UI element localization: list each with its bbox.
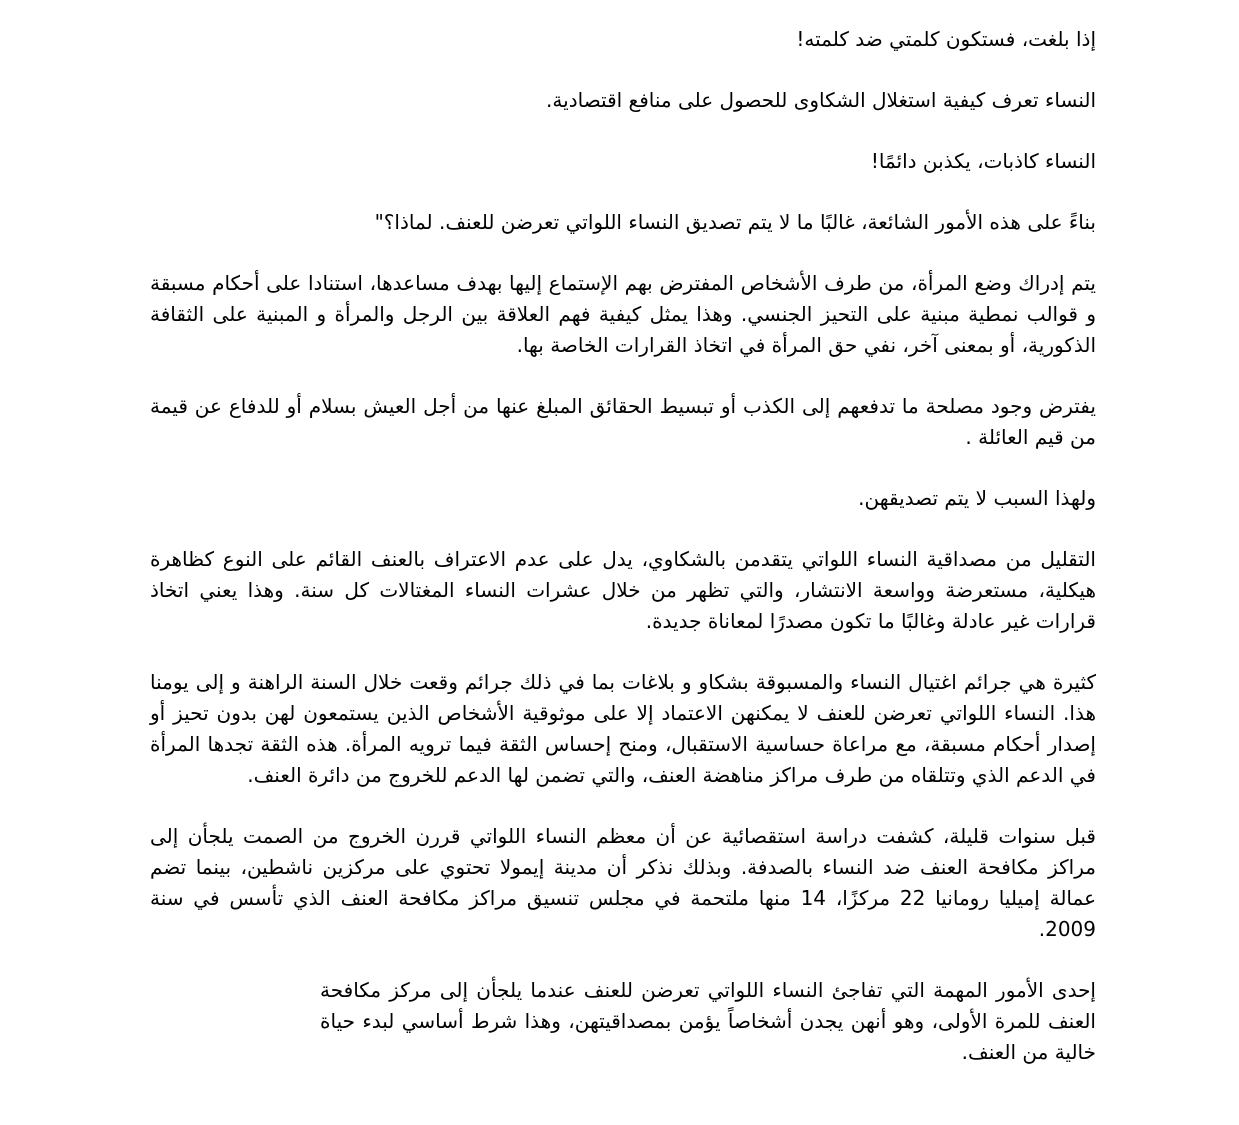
paragraph-quote-2: النساء تعرف كيفية استغلال الشكاوى للحصول على منافع اقتصادية. <box>546 88 1096 112</box>
paragraph-assumed-interest: يفترض وجود مصلحة ما تدفعهم إلى الكذب أو تبسيط الحقائق المبلغ عنها من أجل العيش بسلام أو للدفاع عن قيمة من قيم العائلة . <box>150 394 1096 449</box>
paragraph-not-believed: ولهذا السبب لا يتم تصديقهن. <box>858 486 1096 510</box>
paragraph-perception: يتم إدراك وضع المرأة، من طرف الأشخاص المفترض بهم الإستماع إليها بهدف مساعدها، استنادا على أحكام مسبقة و قوالب نمطية مبنية على التحيز الجنسي. وهذا يمثل كيفية فهم العلاقة بين الرجل والمرأة و المبنية على الثقافة الذكورية، أو بمعنى آخر، نفي حق المرأة في اتخاذ القرارات الخاصة بها. <box>150 271 1096 357</box>
paragraph-survey: قبل سنوات قليلة، كشفت دراسة استقصائية عن أن معظم النساء اللواتي قررن الخروج من الصمت يلجأن إلى مراكز مكافحة العنف ضد النساء بالصدفة. وبذلك نذكر أن مدينة إيمولا تحتوي على مركزين ناشطين، بينما تضم عمالة إميليا رومانيا 22 مركزًا، 14 منها ملتحمة في مجلس تنسيق مراكز مكافحة العنف الذي تأسس في سنة 2009. <box>150 824 1097 941</box>
paragraph-femicides: كثيرة هي جرائم اغتيال النساء والمسبوقة بشكاو و بلاغات بما في ذلك جرائم وقعت خلال السنة الراهنة و إلى يومنا هذا. النساء اللواتي تعرضن للعنف لا يمكنهن الاعتماد إلا على موثوقية الأشخاص الذين يستمعون لهن بدون تحيز أو إصدار أحكام مسبقة، مع مراعاة حساسية الاستقبال، ومنح إحساس الثقة فيما ترويه المرأة. هذه الثقة تجدها المرأة في الدعم الذي وتتلقاه من طرف مراكز مناهضة العنف، والتي تضمن لها الدعم للخروج من دائرة العنف. <box>150 670 1096 787</box>
paragraph-credibility: التقليل من مصداقية النساء اللواتي يتقدمن بالشكاوي، يدل على عدم الاعتراف بالعنف القائم على النوع كظاهرة هيكلية، مستعرضة وواسعة الانتشار، والتي تظهر من خلال عشرات النساء المغتالات كل سنة. وهذا يعني اتخاذ قرارات غير عادلة وغالبًا ما تكون مصدرًا لمعاناة جديدة. <box>150 547 1096 633</box>
paragraph-question: بناءً على هذه الأمور الشائعة، غالبًا ما لا يتم تصديق النساء اللواتي تعرضن للعنف. لماذا؟" <box>374 210 1096 234</box>
document-body <box>150 24 1096 1068</box>
paragraph-quote-3: النساء كاذبات، يكذبن دائمًا! <box>870 149 1096 173</box>
paragraph-quote-1: إذا بلغت، فستكون كلمتي ضد كلمته! <box>796 27 1096 51</box>
paragraph-conclusion: إحدى الأمور المهمة التي تفاجئ النساء اللواتي تعرضن للعنف عندما يلجأن إلى مركز مكافحة العنف للمرة الأولى، وهو أنهن يجدن أشخاصاً يؤمن بمصداقيتهن، وهذا شرط أساسي لبدء حياة خالية من العنف. <box>320 978 1096 1064</box>
